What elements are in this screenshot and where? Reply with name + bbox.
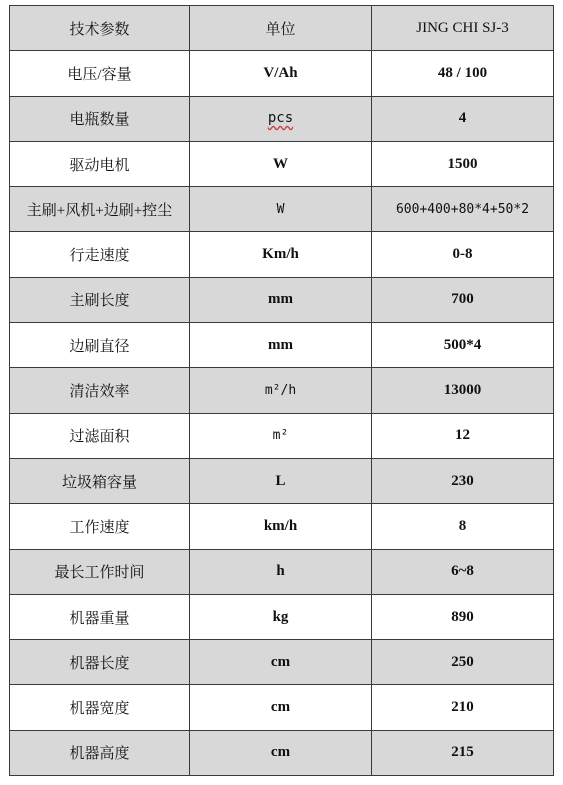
param-cell: 主刷+风机+边刷+控尘 bbox=[10, 187, 190, 232]
value-cell: 6~8 bbox=[372, 549, 554, 594]
param-cell: 机器长度 bbox=[10, 640, 190, 685]
table-row bbox=[10, 368, 554, 413]
header-param: 技术参数 bbox=[10, 6, 190, 51]
value-cell bbox=[372, 187, 554, 232]
unit-text: W bbox=[276, 201, 285, 217]
unit-text: m² bbox=[272, 428, 289, 444]
header-row bbox=[10, 6, 554, 51]
table-row bbox=[10, 232, 554, 277]
table-row bbox=[10, 96, 554, 141]
table-row bbox=[10, 730, 554, 775]
table-row bbox=[10, 187, 554, 232]
unit-cell: cm bbox=[190, 640, 372, 685]
value-cell: 12 bbox=[372, 413, 554, 458]
unit-cell: kg bbox=[190, 594, 372, 639]
unit-text: m²/h bbox=[264, 383, 297, 399]
unit-cell: km/h bbox=[190, 504, 372, 549]
value-cell: 0-8 bbox=[372, 232, 554, 277]
header-unit: 单位 bbox=[190, 6, 372, 51]
param-cell: 驱动电机 bbox=[10, 141, 190, 186]
value-cell: 230 bbox=[372, 458, 554, 503]
table-row bbox=[10, 277, 554, 322]
value-cell: 700 bbox=[372, 277, 554, 322]
value-cell: 210 bbox=[372, 685, 554, 730]
param-cell: 过滤面积 bbox=[10, 413, 190, 458]
table-row bbox=[10, 458, 554, 503]
unit-cell bbox=[190, 368, 372, 413]
value-cell: 48 / 100 bbox=[372, 51, 554, 96]
unit-cell bbox=[190, 413, 372, 458]
spec-table bbox=[9, 5, 554, 776]
param-cell: 主刷长度 bbox=[10, 277, 190, 322]
param-cell: 最长工作时间 bbox=[10, 549, 190, 594]
value-cell: 8 bbox=[372, 504, 554, 549]
param-cell: 垃圾箱容量 bbox=[10, 458, 190, 503]
unit-cell: V/Ah bbox=[190, 51, 372, 96]
unit-cell: mm bbox=[190, 323, 372, 368]
table-row bbox=[10, 594, 554, 639]
value-cell: 250 bbox=[372, 640, 554, 685]
unit-cell: cm bbox=[190, 730, 372, 775]
param-cell: 机器宽度 bbox=[10, 685, 190, 730]
table-row bbox=[10, 141, 554, 186]
param-cell: 机器高度 bbox=[10, 730, 190, 775]
table-row bbox=[10, 504, 554, 549]
header-model: JING CHI SJ-3 bbox=[372, 6, 554, 51]
value-cell: 4 bbox=[372, 96, 554, 141]
unit-cell bbox=[190, 96, 372, 141]
param-cell: 电瓶数量 bbox=[10, 96, 190, 141]
value-cell: 500*4 bbox=[372, 323, 554, 368]
table-row bbox=[10, 549, 554, 594]
value-cell: 215 bbox=[372, 730, 554, 775]
unit-cell: W bbox=[190, 141, 372, 186]
unit-text: pcs bbox=[267, 110, 294, 127]
param-cell: 机器重量 bbox=[10, 594, 190, 639]
value-cell: 1500 bbox=[372, 141, 554, 186]
unit-cell: L bbox=[190, 458, 372, 503]
unit-cell: h bbox=[190, 549, 372, 594]
table-row bbox=[10, 413, 554, 458]
unit-cell: mm bbox=[190, 277, 372, 322]
table-row bbox=[10, 323, 554, 368]
table-row bbox=[10, 685, 554, 730]
param-cell: 电压/容量 bbox=[10, 51, 190, 96]
value-cell: 13000 bbox=[372, 368, 554, 413]
unit-cell bbox=[190, 187, 372, 232]
table-row bbox=[10, 51, 554, 96]
value-cell: 890 bbox=[372, 594, 554, 639]
param-cell: 工作速度 bbox=[10, 504, 190, 549]
param-cell: 清洁效率 bbox=[10, 368, 190, 413]
unit-cell: cm bbox=[190, 685, 372, 730]
param-cell: 行走速度 bbox=[10, 232, 190, 277]
param-cell: 边刷直径 bbox=[10, 323, 190, 368]
value-text: 600+400+80*4+50*2 bbox=[395, 201, 530, 217]
unit-cell: Km/h bbox=[190, 232, 372, 277]
table-row bbox=[10, 640, 554, 685]
